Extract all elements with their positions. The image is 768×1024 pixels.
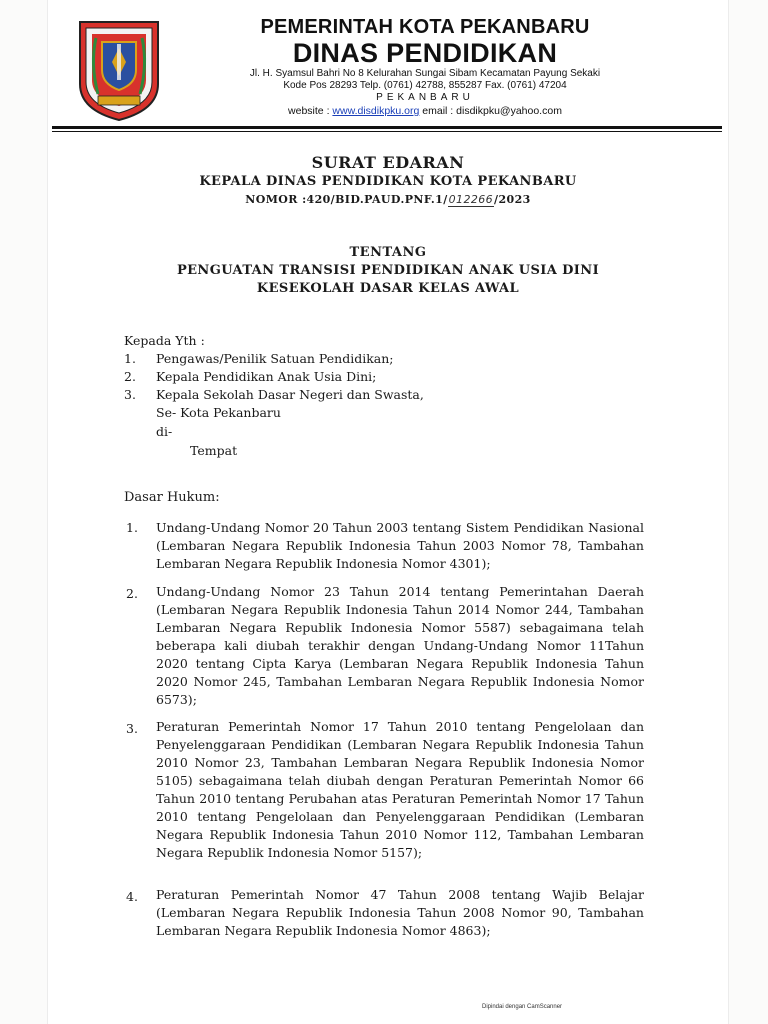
legal-item: Peraturan Pemerintah Nomor 17 Tahun 2010 tentang Pengelolaan dan Penyelenggaraan Pendidikan (Lembaran Negara Republik Indonesia Tahun 2010 Nomor 23, Tambahan Lembaran Negara Republik Indonesia Nomor 5105) sebagaimana telah diubah dengan Peraturan Pemerintah Nomor 66 Tahun 2010 tentang Perubahan atas Peraturan Pemerintah Nomor 17 Tahun 2010 tentang Pengelolaan dan Penyelenggaraan Pendidikan (Lembaran Negara Republik Indonesia Tahun 2010 Nomor 112, Tambahan Lembaran Negara Republik Indonesia Nomor 5157); — [156, 719, 644, 860]
letterhead-divider-thin — [52, 131, 722, 132]
legal-basis-heading: Dasar Hukum: — [124, 490, 220, 505]
website-label: website : — [288, 105, 330, 117]
city-crest-logo-icon — [74, 14, 164, 124]
letterhead-divider-thick — [52, 126, 722, 129]
subject-line-1: PENGUATAN TRANSISI PENDIDIKAN ANAK USIA DINI — [176, 263, 600, 278]
scanner-watermark: Dipindai dengan CamScanner — [482, 1004, 563, 1010]
issuer-title: KEPALA DINAS PENDIDIKAN KOTA PEKANBARU — [199, 174, 577, 189]
document-type-title: SURAT EDARAN — [311, 153, 465, 172]
letterhead — [200, 16, 650, 118]
number-prefix: NOMOR :420/BID.PAUD.PNF.1/ — [245, 193, 448, 206]
email-address: disdikpku@yahoo.com — [456, 105, 562, 117]
number-suffix: /2023 — [494, 193, 531, 206]
address-line: Jl. H. Syamsul Bahri No 8 Kelurahan Sungai Sibam Kecamatan Payung Sekaki — [249, 68, 601, 79]
recipient-number: 2. — [124, 369, 136, 384]
recipient-item: Pengawas/Penilik Satuan Pendidikan; — [156, 351, 394, 366]
recipient-item: Kepala Sekolah Dasar Negeri dan Swasta, — [156, 387, 424, 402]
contact-line: Kode Pos 28293 Telp. (0761) 42788, 855287 Fax. (0761) 47204 — [283, 80, 567, 91]
recipient-number: 3. — [124, 387, 136, 402]
legal-item-number: 2. — [126, 586, 138, 601]
subject-line-2: KESEKOLAH DASAR KELAS AWAL — [256, 281, 520, 296]
legal-item: Undang-Undang Nomor 23 Tahun 2014 tentang Pemerintahan Daerah (Lembaran Negara Republik Indonesia Tahun 2014 Nomor 244, Tambahan Lembaran Negara Republik Indonesia Nomor 5587) sebagaimana telah beberapa kali diubah terakhir dengan Undang-Undang Nomor 11Tahun 2020 tentang Cipta Karya (Lembaran Negara Republik Indonesia Tahun 2020 Nomor 245, Tambahan Lembaran Negara Republik Indonesia Nomor 6573); — [156, 584, 644, 707]
website-link[interactable]: www.disdikpku.org — [332, 105, 420, 117]
recipient-number: 1. — [124, 351, 136, 366]
legal-item-number: 4. — [126, 889, 138, 904]
legal-item: Undang-Undang Nomor 20 Tahun 2003 tentang Sistem Pendidikan Nasional (Lembaran Negara Republik Indonesia Tahun 2003 Nomor 78, Tambahan Lembaran Negara Republik Indonesia Nomor 4301); — [156, 520, 644, 571]
recipient-place: Tempat — [190, 443, 238, 458]
legal-item-number: 1. — [126, 520, 138, 535]
about-label: TENTANG — [349, 245, 427, 260]
recipient-city-line: Se- Kota Pekanbaru — [156, 405, 281, 420]
agency-name: DINAS PENDIDIKAN — [292, 38, 558, 68]
handwritten-number: 012266 — [448, 193, 494, 206]
email-label: email : — [422, 105, 454, 117]
recipient-di: di- — [156, 424, 173, 439]
recipient-greeting: Kepada Yth : — [124, 333, 205, 348]
web-email-line — [200, 104, 650, 118]
city-line: PEKANBARU — [376, 92, 474, 103]
legal-item: Peraturan Pemerintah Nomor 47 Tahun 2008 tentang Wajib Belajar (Lembaran Negara Republik Indonesia Tahun 2008 Nomor 90, Tambahan Lembaran Negara Republik Indonesia Nomor 4863); — [156, 887, 644, 938]
document-number — [48, 193, 728, 206]
government-name: PEMERINTAH KOTA PEKANBARU — [260, 16, 590, 38]
legal-item-number: 3. — [126, 721, 138, 736]
recipient-item: Kepala Pendidikan Anak Usia Dini; — [156, 369, 377, 384]
